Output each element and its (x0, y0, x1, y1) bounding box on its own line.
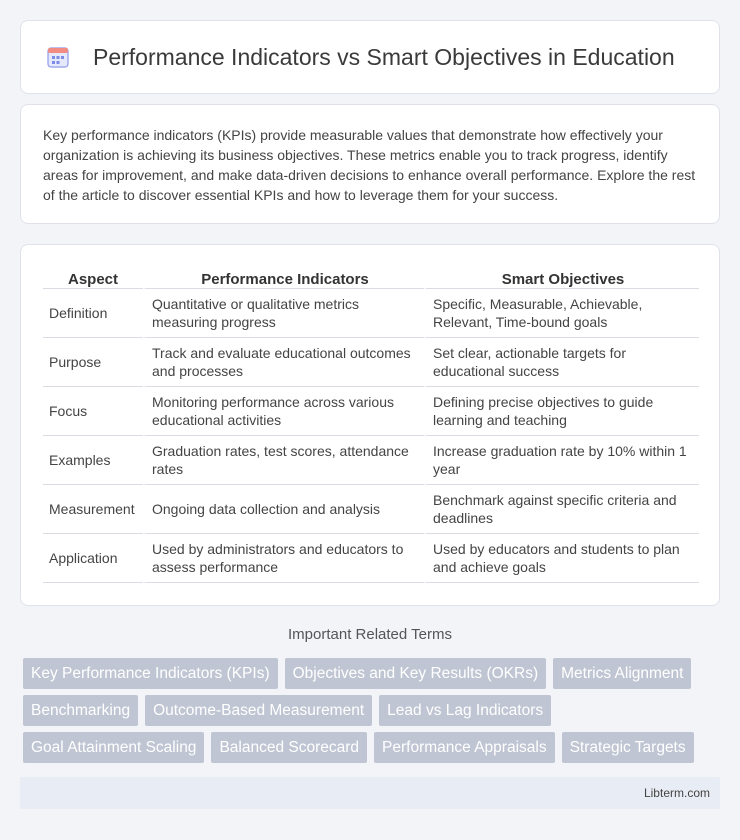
cell-aspect: Definition (43, 289, 143, 338)
table-row (43, 534, 699, 583)
tag-row (23, 695, 723, 726)
table-row (43, 289, 699, 338)
header-performance-indicators: Performance Indicators (143, 265, 424, 289)
tag-lead-vs-lag-indicators[interactable]: Lead vs Lag Indicators (379, 695, 551, 726)
comparison-card (20, 244, 720, 606)
cell-smart-objectives: Increase graduation rate by 10% within 1 year (424, 436, 699, 485)
footer-site-link[interactable]: Libterm.com (643, 786, 710, 800)
intro-card (20, 104, 720, 224)
tag-benchmarking[interactable]: Benchmarking (23, 695, 138, 726)
tag-row (23, 732, 723, 763)
page-title: Performance Indicators vs Smart Objectives in Education (93, 43, 675, 70)
intro-text: Key performance indicators (KPIs) provide measurable values that demonstrate how effectively your organization is achieving its business objectives. These metrics enable you to track progress, identify areas for improvement, and make data-driven decisions to enhance overall performance. Explore the rest of the article to discover essential KPIs and how to leverage them for your success. (43, 127, 696, 203)
tag-metrics-alignment[interactable]: Metrics Alignment (553, 658, 691, 689)
header-aspect: Aspect (43, 265, 143, 289)
related-terms-title: Important Related Terms (288, 626, 452, 643)
cell-smart-objectives: Used by educators and students to plan and achieve goals (424, 534, 699, 583)
tag-kpis[interactable]: Key Performance Indicators (KPIs) (23, 658, 278, 689)
cell-smart-objectives: Defining precise objectives to guide learning and teaching (424, 387, 699, 436)
comparison-table (43, 265, 699, 583)
related-terms-tags (23, 658, 723, 769)
table-header-row (43, 265, 699, 289)
table-row (43, 485, 699, 534)
tag-goal-attainment-scaling[interactable]: Goal Attainment Scaling (23, 732, 204, 763)
cell-performance-indicators: Monitoring performance across various educational activities (143, 387, 424, 436)
cell-performance-indicators: Track and evaluate educational outcomes and processes (143, 338, 424, 387)
cell-smart-objectives: Set clear, actionable targets for educational success (424, 338, 699, 387)
tag-row (23, 658, 723, 689)
cell-aspect: Examples (43, 436, 143, 485)
cell-aspect: Application (43, 534, 143, 583)
tag-balanced-scorecard[interactable]: Balanced Scorecard (211, 732, 367, 763)
table-row (43, 387, 699, 436)
table-row (43, 338, 699, 387)
tag-okrs[interactable]: Objectives and Key Results (OKRs) (285, 658, 547, 689)
tag-performance-appraisals[interactable]: Performance Appraisals (374, 732, 555, 763)
cell-aspect: Purpose (43, 338, 143, 387)
tag-strategic-targets[interactable]: Strategic Targets (562, 732, 694, 763)
cell-performance-indicators: Graduation rates, test scores, attendance rates (143, 436, 424, 485)
tag-outcome-based-measurement[interactable]: Outcome-Based Measurement (145, 695, 372, 726)
cell-aspect: Focus (43, 387, 143, 436)
cell-performance-indicators: Quantitative or qualitative metrics measuring progress (143, 289, 424, 338)
cell-smart-objectives: Benchmark against specific criteria and deadlines (424, 485, 699, 534)
cell-performance-indicators: Ongoing data collection and analysis (143, 485, 424, 534)
header-card (20, 20, 720, 94)
cell-smart-objectives: Specific, Measurable, Achievable, Relevant, Time-bound goals (424, 289, 699, 338)
calendar-icon (45, 44, 71, 70)
cell-aspect: Measurement (43, 485, 143, 534)
table-row (43, 436, 699, 485)
cell-performance-indicators: Used by administrators and educators to assess performance (143, 534, 424, 583)
header-smart-objectives: Smart Objectives (424, 265, 699, 289)
footer (20, 777, 720, 809)
